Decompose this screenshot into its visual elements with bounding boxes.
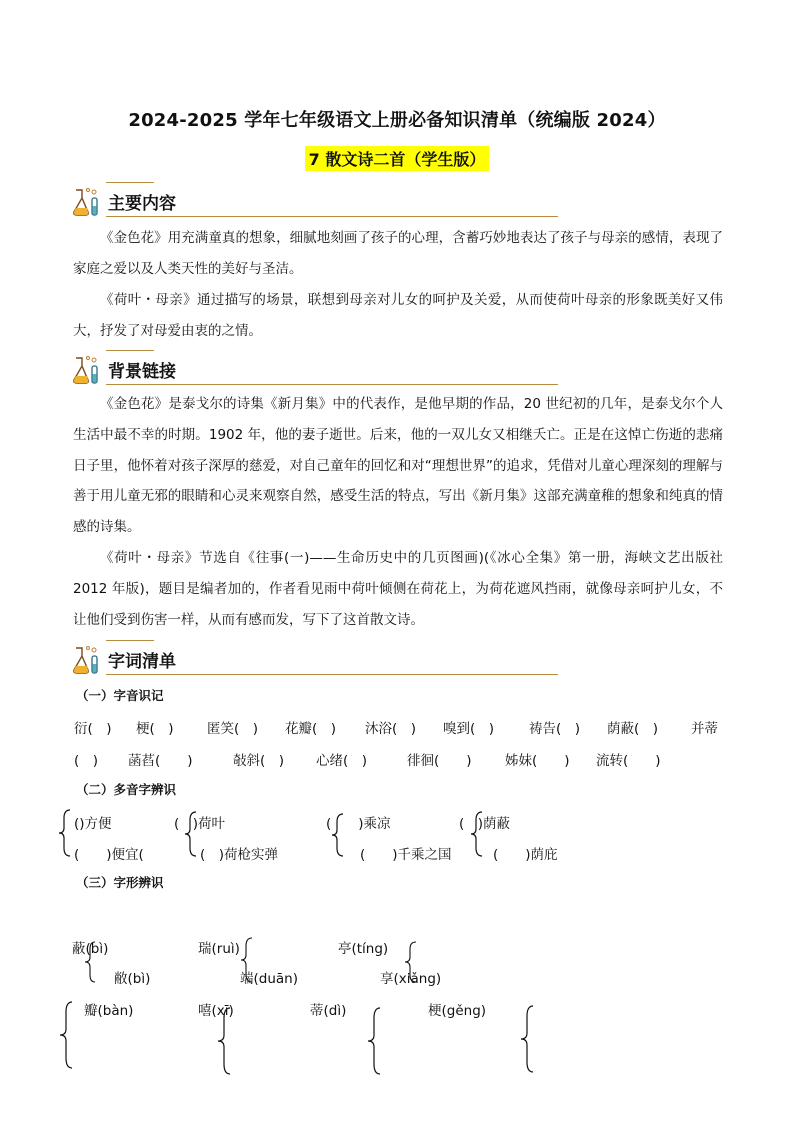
word-item: 嗅到( ) — [443, 721, 495, 737]
word-item: 花瓣( ) — [285, 721, 337, 737]
char-form-item: 敝(bì) — [114, 971, 151, 987]
curly-brace — [216, 1006, 234, 1076]
char-form-item: 端(duān) — [240, 971, 298, 987]
subsection-title: （一）字音识记 — [76, 688, 164, 703]
word-item: 沐浴( ) — [365, 721, 417, 737]
flask-science-icon — [70, 642, 104, 676]
char-form-item: 嘻(xī) — [198, 1003, 234, 1019]
section-heading-label: 字词清单 — [108, 652, 176, 672]
curly-brace — [58, 808, 74, 858]
section-heading-label: 背景链接 — [108, 362, 176, 382]
word-item: 衍( ) — [74, 721, 112, 737]
heading-top-line — [106, 182, 154, 183]
char-form-item: 享(xiǎng) — [380, 971, 442, 987]
heading-bottom-line — [106, 216, 558, 217]
polyphone-item: ()方便 — [74, 816, 112, 832]
curly-brace — [366, 1006, 384, 1076]
char-form-item: 蔽(bì) — [72, 941, 109, 957]
word-item: 祷告( ) — [529, 721, 581, 737]
subsection-title: （三）字形辨识 — [76, 875, 164, 890]
flask-science-icon — [70, 184, 104, 218]
polyphone-item: ( )乘凉 — [326, 816, 391, 832]
curly-brace — [519, 1004, 537, 1074]
word-item: 流转( ) — [596, 753, 661, 769]
char-form-item: 梗(gěng) — [428, 1003, 487, 1019]
section-heading-label: 主要内容 — [108, 194, 176, 214]
heading-bottom-line — [106, 674, 558, 675]
section-heading-background — [70, 350, 558, 386]
section-heading-vocabulary — [70, 640, 558, 676]
word-item: 敧斜( ) — [233, 753, 285, 769]
heading-bottom-line — [106, 384, 558, 385]
section-heading-main-content — [70, 182, 558, 218]
char-form-item: 瑞(ruì) — [198, 941, 240, 957]
char-form-item: 瓣(bàn) — [84, 1003, 134, 1019]
polyphone-item: ( )便宜( — [74, 847, 144, 863]
document-title: 2024-2025 学年七年级语文上册必备知识清单（统编版 2024） — [128, 110, 666, 131]
word-item: 并蒂 — [691, 721, 718, 737]
flask-science-icon — [70, 352, 104, 386]
word-item: 菡萏( ) — [128, 753, 193, 769]
curly-brace — [84, 940, 98, 984]
char-form-item: 亭(tíng) — [338, 941, 389, 957]
document-subtitle: 7 散文诗二首（学生版） — [305, 146, 490, 171]
paragraph: 《荷叶・母亲》通过描写的场景，联想到母亲对儿女的呵护及关爱，从而使荷叶母亲的形象既美好又伟大，抒发了对母爱由衷的之情。 — [73, 292, 723, 339]
heading-top-line — [106, 350, 154, 351]
paragraph: 《金色花》是泰戈尔的诗集《新月集》中的代表作，是他早期的作品，20 世纪初的几年，是泰戈尔个人生活中最不幸的时期。1902 年，他的妻子逝世。后来，他的一双儿女又相继夭亡。正是在这悼亡伤逝的悲痛日子里，他怀着对孩子深厚的慈爱，对自己童年的回忆和对“理想世界”的追求，凭借对儿童心理深刻的理解与善于用儿童无邪的眼睛和心灵来观察自然，感受生活的特点，写出《新月集》这部充满童稚的想象和纯真的情感的诗集。 — [73, 396, 723, 536]
curly-brace — [58, 1000, 76, 1070]
polyphone-item: ( )荫庇 — [493, 847, 558, 863]
word-item: 荫蔽( ) — [607, 721, 659, 737]
paragraph: 《荷叶・母亲》节选自《往事(一)——生命历史中的几页图画)(《冰心全集》第一册，海峡文艺出版社 2012 年版)，题目是编者加的，作者看见雨中荷叶倾侧在荷花上，为荷花遮风挡雨，就像母亲呵护儿女，不让他们受到伤害一样，从而有感而发，写下了这首散文诗。 — [73, 550, 723, 628]
polyphone-item: ( )千乘之国 — [360, 847, 452, 863]
subtitle-wrap — [0, 146, 794, 171]
word-item: 姊妹( ) — [505, 753, 570, 769]
word-item: 徘徊( ) — [407, 753, 472, 769]
polyphone-item: ( )荷叶 — [174, 816, 226, 832]
word-item: 梗( ) — [136, 721, 174, 737]
polyphone-item: ( )荫蔽 — [459, 816, 511, 832]
heading-top-line — [106, 640, 154, 641]
paragraph: 《金色花》用充满童真的想象，细腻地刻画了孩子的心理，含蓄巧妙地表达了孩子与母亲的感情，表现了家庭之爱以及人类天性的美好与圣洁。 — [73, 230, 723, 277]
word-item: ( ) — [74, 753, 99, 769]
subsection-title: （二）多音字辨识 — [76, 782, 177, 797]
char-form-item: 蒂(dì) — [310, 1003, 347, 1019]
word-item: 匿笑( ) — [207, 721, 259, 737]
polyphone-item: ( )荷枪实弹 — [200, 847, 279, 863]
word-item: 心绪( ) — [316, 753, 368, 769]
